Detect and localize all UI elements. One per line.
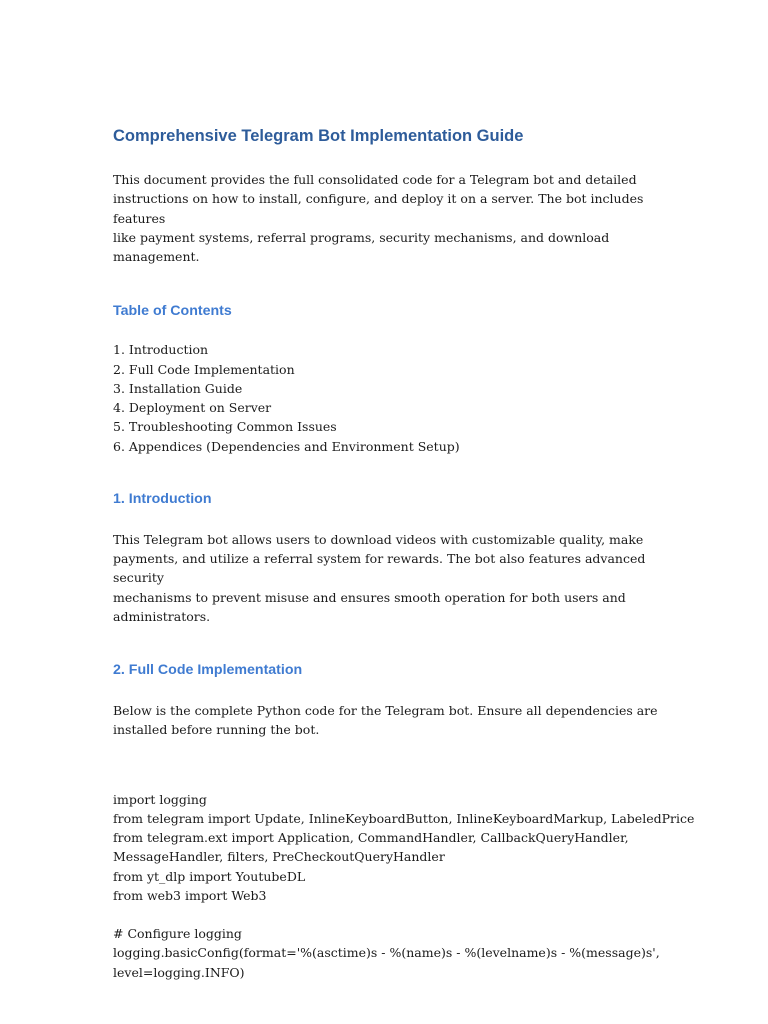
code-line: level=logging.INFO) xyxy=(113,964,245,980)
code-line: # Configure logging xyxy=(113,926,242,942)
code-line: from web3 import Web3 xyxy=(113,887,267,903)
section-full-code-paragraph: Below is the complete Python code for the Telegram bot. Ensure all dependencies are installed before running the bot. xyxy=(113,703,658,738)
document-page xyxy=(113,124,695,982)
toc-heading: Table of Contents xyxy=(113,303,232,320)
toc-item-deployment: 4. Deployment on Server xyxy=(113,400,272,416)
code-line-blank xyxy=(113,905,673,924)
code-line: from yt_dlp import YoutubeDL xyxy=(113,868,306,884)
code-line: from telegram.ext import Application, CommandHandler, CallbackQueryHandler, xyxy=(113,830,629,846)
code-block xyxy=(113,790,695,982)
toc-item-troubleshooting: 5. Troubleshooting Common Issues xyxy=(113,419,337,435)
toc-item-appendices: 6. Appendices (Dependencies and Environment Setup) xyxy=(113,438,460,454)
code-line: logging.basicConfig(format='%(asctime)s - %(name)s - %(levelname)s - %(message)s', xyxy=(113,945,660,961)
document-title: Comprehensive Telegram Bot Implementation Guide xyxy=(113,127,524,145)
section-introduction-heading: 1. Introduction xyxy=(113,490,212,507)
section-introduction-paragraph: This Telegram bot allows users to download videos with customizable quality, make payments, and utilize a referral system for rewards. The bot also features advanced security mechanisms to prevent misuse and ensures smooth operation for both users and administrators. xyxy=(113,531,646,624)
toc-item-introduction: 1. Introduction xyxy=(113,342,209,358)
code-line: from telegram import Update, InlineKeyboardButton, InlineKeyboardMarkup, LabeledPrice xyxy=(113,810,695,826)
code-line: import logging xyxy=(113,791,207,807)
section-full-code-heading: 2. Full Code Implementation xyxy=(113,662,303,679)
toc-item-installation: 3. Installation Guide xyxy=(113,380,243,396)
code-line: MessageHandler, filters, PreCheckoutQueryHandler xyxy=(113,849,445,865)
intro-paragraph: This document provides the full consolidated code for a Telegram bot and detailed instructions on how to install, configure, and deploy it on a server. The bot includes features like payment systems, referral programs, security mechanisms, and download management. xyxy=(113,172,644,265)
toc-item-full-code: 2. Full Code Implementation xyxy=(113,361,295,377)
toc-list xyxy=(113,340,673,455)
